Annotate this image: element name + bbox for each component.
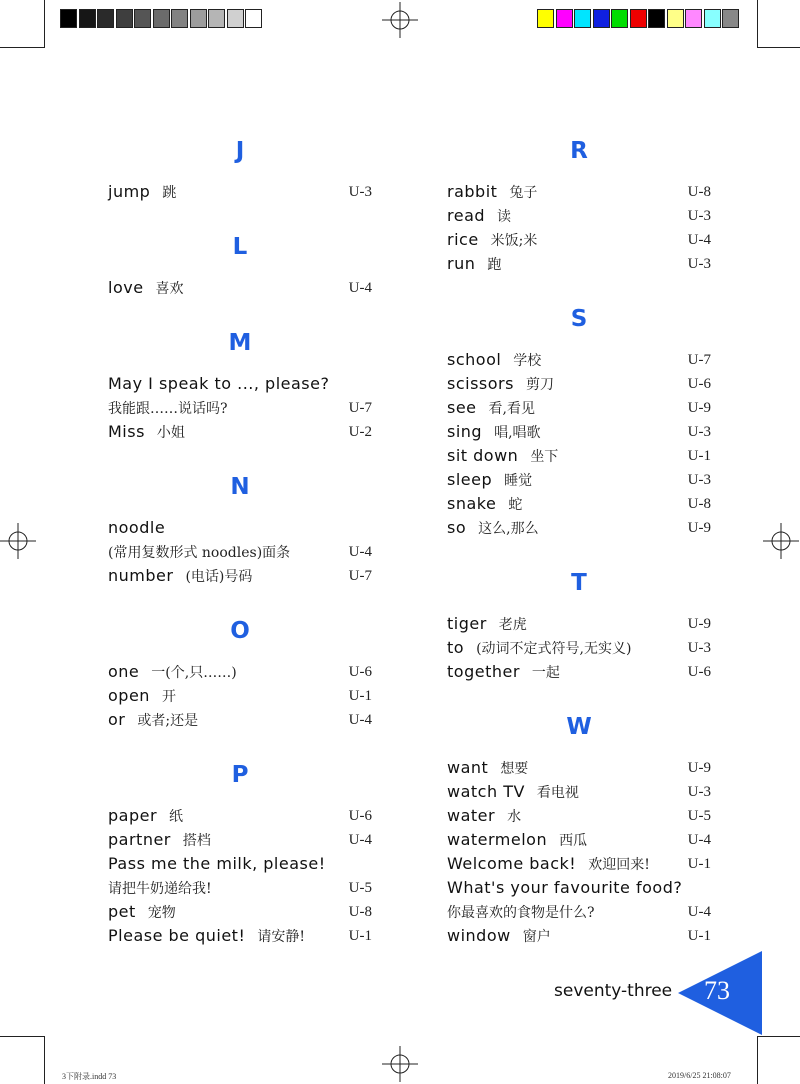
glossary-entry (447, 182, 711, 206)
entry-unit: U-9 (687, 400, 711, 416)
glossary-entry (447, 926, 711, 950)
entry-english: Pass me the milk, please! (108, 854, 326, 873)
glossary-entry (447, 614, 711, 638)
section-letter-s: S (570, 306, 588, 332)
section-letter-t: T (571, 570, 587, 596)
registration-mark-right-icon (763, 523, 799, 559)
color-swatch (630, 9, 647, 28)
entry-chinese: 米饭;米 (490, 233, 538, 249)
entry-english: Miss (108, 422, 145, 441)
color-swatch (537, 9, 554, 28)
entry-english: to (447, 638, 465, 657)
entry-unit: U-8 (348, 904, 372, 920)
gray-swatch (227, 9, 244, 28)
entry-unit: U-7 (348, 400, 372, 416)
entry-english: so (447, 518, 467, 537)
entry-chinese: 窗户 (522, 929, 551, 945)
entry-english: rice (447, 230, 479, 249)
entry-unit: U-1 (687, 928, 711, 944)
entry-english: May I speak to ..., please? (108, 374, 330, 393)
entry-chinese: 你最喜欢的食物是什么? (447, 905, 595, 921)
entry-english: one (108, 662, 140, 681)
entry-english: see (447, 398, 477, 417)
entry-english: tiger (447, 614, 487, 633)
glossary-entry (108, 854, 372, 878)
entry-english: open (108, 686, 150, 705)
gray-swatch (208, 9, 225, 28)
entry-unit: U-7 (348, 568, 372, 584)
color-swatch (611, 9, 628, 28)
color-swatch (574, 9, 591, 28)
color-swatch (648, 9, 665, 28)
color-swatch (667, 9, 684, 28)
glossary-entry (108, 830, 372, 854)
entry-chinese: 剪刀 (525, 377, 554, 393)
glossary-entry (447, 830, 711, 854)
entry-chinese: 跳 (162, 185, 177, 201)
glossary-entry (447, 662, 711, 686)
footer-file-info: 3下附录.indd 73 (62, 1072, 117, 1081)
section-letter-j: J (235, 138, 245, 164)
entry-unit: U-5 (687, 808, 711, 824)
glossary-entry-translation (108, 878, 372, 902)
entry-chinese: 宠物 (147, 905, 176, 921)
entry-unit: U-3 (348, 184, 372, 200)
glossary-entry (108, 662, 372, 686)
glossary-entry (447, 230, 711, 254)
entry-unit: U-4 (687, 832, 711, 848)
entry-chinese: 开 (161, 689, 176, 705)
glossary-entry (447, 494, 711, 518)
entry-chinese: (常用复数形式 noodles)面条 (108, 545, 291, 561)
gray-swatch (79, 9, 96, 28)
entry-english: noodle (108, 518, 166, 537)
color-swatch (556, 9, 573, 28)
entry-unit: U-3 (687, 208, 711, 224)
glossary-entry (447, 758, 711, 782)
glossary-entry (108, 806, 372, 830)
entry-chinese: 这么,那么 (478, 521, 539, 537)
entry-chinese: 老虎 (498, 617, 527, 633)
entry-unit: U-4 (348, 712, 372, 728)
glossary-entry (108, 422, 372, 446)
entry-english: rabbit (447, 182, 498, 201)
entry-chinese: 水 (507, 809, 522, 825)
entry-unit: U-4 (687, 232, 711, 248)
entry-unit: U-3 (687, 784, 711, 800)
registration-mark-top-icon (382, 2, 418, 38)
entry-english: number (108, 566, 174, 585)
page-number: 73 (704, 976, 730, 1005)
entry-chinese: 小姐 (156, 425, 185, 441)
entry-chinese: (动词不定式符号,无实义) (476, 641, 632, 657)
entry-english: together (447, 662, 520, 681)
entry-unit: U-8 (687, 184, 711, 200)
entry-unit: U-4 (348, 832, 372, 848)
entry-chinese: 欢迎回来! (588, 857, 650, 873)
entry-unit: U-9 (687, 520, 711, 536)
gray-swatch (116, 9, 133, 28)
section-letter-r: R (570, 138, 588, 164)
color-bar (537, 0, 747, 40)
entry-chinese: 读 (497, 209, 512, 225)
entry-unit: U-7 (687, 352, 711, 368)
entry-english: sit down (447, 446, 519, 465)
section-letter-o: O (230, 618, 250, 644)
entry-english: want (447, 758, 489, 777)
section-letter-m: M (228, 330, 252, 356)
entry-chinese: 我能跟……说话吗? (108, 401, 228, 417)
entry-english: watermelon (447, 830, 548, 849)
entry-english: scissors (447, 374, 514, 393)
entry-chinese: 看,看见 (488, 401, 535, 417)
entry-unit: U-9 (687, 616, 711, 632)
color-swatch (722, 9, 739, 28)
entry-chinese: 西瓜 (559, 833, 588, 849)
registration-mark-bottom-icon (382, 1046, 418, 1082)
page-number-words: seventy-three (554, 981, 673, 1001)
entry-chinese: 一起 (531, 665, 560, 681)
entry-english: Please be quiet! (108, 926, 246, 945)
glossary-entry (447, 374, 711, 398)
entry-english: What's your favourite food? (447, 878, 683, 897)
registration-mark-left-icon (0, 523, 36, 559)
glossary-entry (447, 422, 711, 446)
entry-unit: U-8 (687, 496, 711, 512)
entry-unit: U-5 (348, 880, 372, 896)
entry-chinese: 想要 (500, 761, 529, 777)
gray-swatch (153, 9, 170, 28)
entry-unit: U-4 (687, 904, 711, 920)
gray-swatch (245, 9, 262, 28)
entry-chinese: 搭档 (182, 833, 211, 849)
gray-swatch (134, 9, 151, 28)
glossary-entry (108, 182, 372, 206)
entry-unit: U-1 (687, 448, 711, 464)
glossary-entry (108, 278, 372, 302)
glossary-entry (447, 206, 711, 230)
entry-english: paper (108, 806, 158, 825)
entry-chinese: 学校 (513, 353, 542, 369)
footer-timestamp: 2019/6/25 21:08:07 (668, 1071, 731, 1080)
entry-chinese: 一(个,只……) (151, 665, 237, 681)
entry-unit: U-1 (687, 856, 711, 872)
entry-english: pet (108, 902, 136, 921)
glossary-entry (447, 398, 711, 422)
gray-swatch (190, 9, 207, 28)
color-swatch (685, 9, 702, 28)
entry-unit: U-6 (348, 664, 372, 680)
entry-unit: U-6 (687, 664, 711, 680)
entry-english: school (447, 350, 502, 369)
entry-english: water (447, 806, 496, 825)
color-swatch (704, 9, 721, 28)
entry-unit: U-3 (687, 256, 711, 272)
section-letter-w: W (566, 714, 592, 740)
entry-unit: U-4 (348, 280, 372, 296)
entry-english: snake (447, 494, 497, 513)
entry-chinese: 请安静! (257, 929, 306, 945)
entry-english: watch TV (447, 782, 525, 801)
grayscale-bar (60, 0, 270, 40)
entry-chinese: 坐下 (530, 449, 559, 465)
entry-unit: U-3 (687, 472, 711, 488)
entry-chinese: 纸 (169, 809, 184, 825)
glossary-entry-translation (447, 902, 711, 926)
glossary-entry (108, 926, 372, 950)
entry-english: sleep (447, 470, 493, 489)
glossary-entry (447, 638, 711, 662)
entry-unit: U-1 (348, 928, 372, 944)
section-letter-l: L (232, 234, 248, 260)
entry-english: partner (108, 830, 171, 849)
entry-chinese: 唱,唱歌 (494, 425, 541, 441)
entry-unit: U-4 (348, 544, 372, 560)
entry-chinese: 兔子 (509, 185, 538, 201)
glossary-entry-translation (108, 542, 372, 566)
glossary-entry (108, 566, 372, 590)
entry-english: run (447, 254, 476, 273)
color-swatch (593, 9, 610, 28)
entry-unit: U-1 (348, 688, 372, 704)
entry-chinese: 请把牛奶递给我! (108, 881, 212, 897)
entry-chinese: 或者;还是 (137, 713, 199, 729)
entry-english: Welcome back! (447, 854, 577, 873)
entry-unit: U-9 (687, 760, 711, 776)
entry-english: or (108, 710, 126, 729)
entry-chinese: 跑 (487, 257, 502, 273)
entry-chinese: 看电视 (536, 785, 579, 801)
entry-chinese: (电话)号码 (185, 569, 253, 585)
entry-chinese: 喜欢 (155, 281, 184, 297)
gray-swatch (171, 9, 188, 28)
gray-swatch (97, 9, 114, 28)
glossary-entry (108, 686, 372, 710)
section-letter-n: N (230, 474, 250, 500)
glossary-entry (447, 854, 711, 878)
glossary-entry-translation (108, 398, 372, 422)
entry-unit: U-6 (348, 808, 372, 824)
glossary-entry (108, 518, 372, 542)
section-letter-p: P (231, 762, 249, 788)
entry-unit: U-3 (687, 424, 711, 440)
entry-chinese: 睡觉 (504, 473, 533, 489)
glossary-entry (447, 878, 711, 902)
entry-unit: U-2 (348, 424, 372, 440)
glossary-entry (447, 806, 711, 830)
entry-english: love (108, 278, 144, 297)
glossary-entry (447, 518, 711, 542)
glossary-entry (447, 470, 711, 494)
entry-english: sing (447, 422, 483, 441)
glossary-entry (447, 782, 711, 806)
entry-english: jump (108, 182, 151, 201)
gray-swatch (60, 9, 77, 28)
glossary-entry (108, 710, 372, 734)
entry-english: window (447, 926, 511, 945)
entry-english: read (447, 206, 486, 225)
glossary-entry (447, 446, 711, 470)
entry-unit: U-6 (687, 376, 711, 392)
glossary-entry (447, 254, 711, 278)
glossary-entry (447, 350, 711, 374)
glossary-entry (108, 902, 372, 926)
entry-unit: U-3 (687, 640, 711, 656)
glossary-entry (108, 374, 372, 398)
entry-chinese: 蛇 (508, 497, 523, 513)
